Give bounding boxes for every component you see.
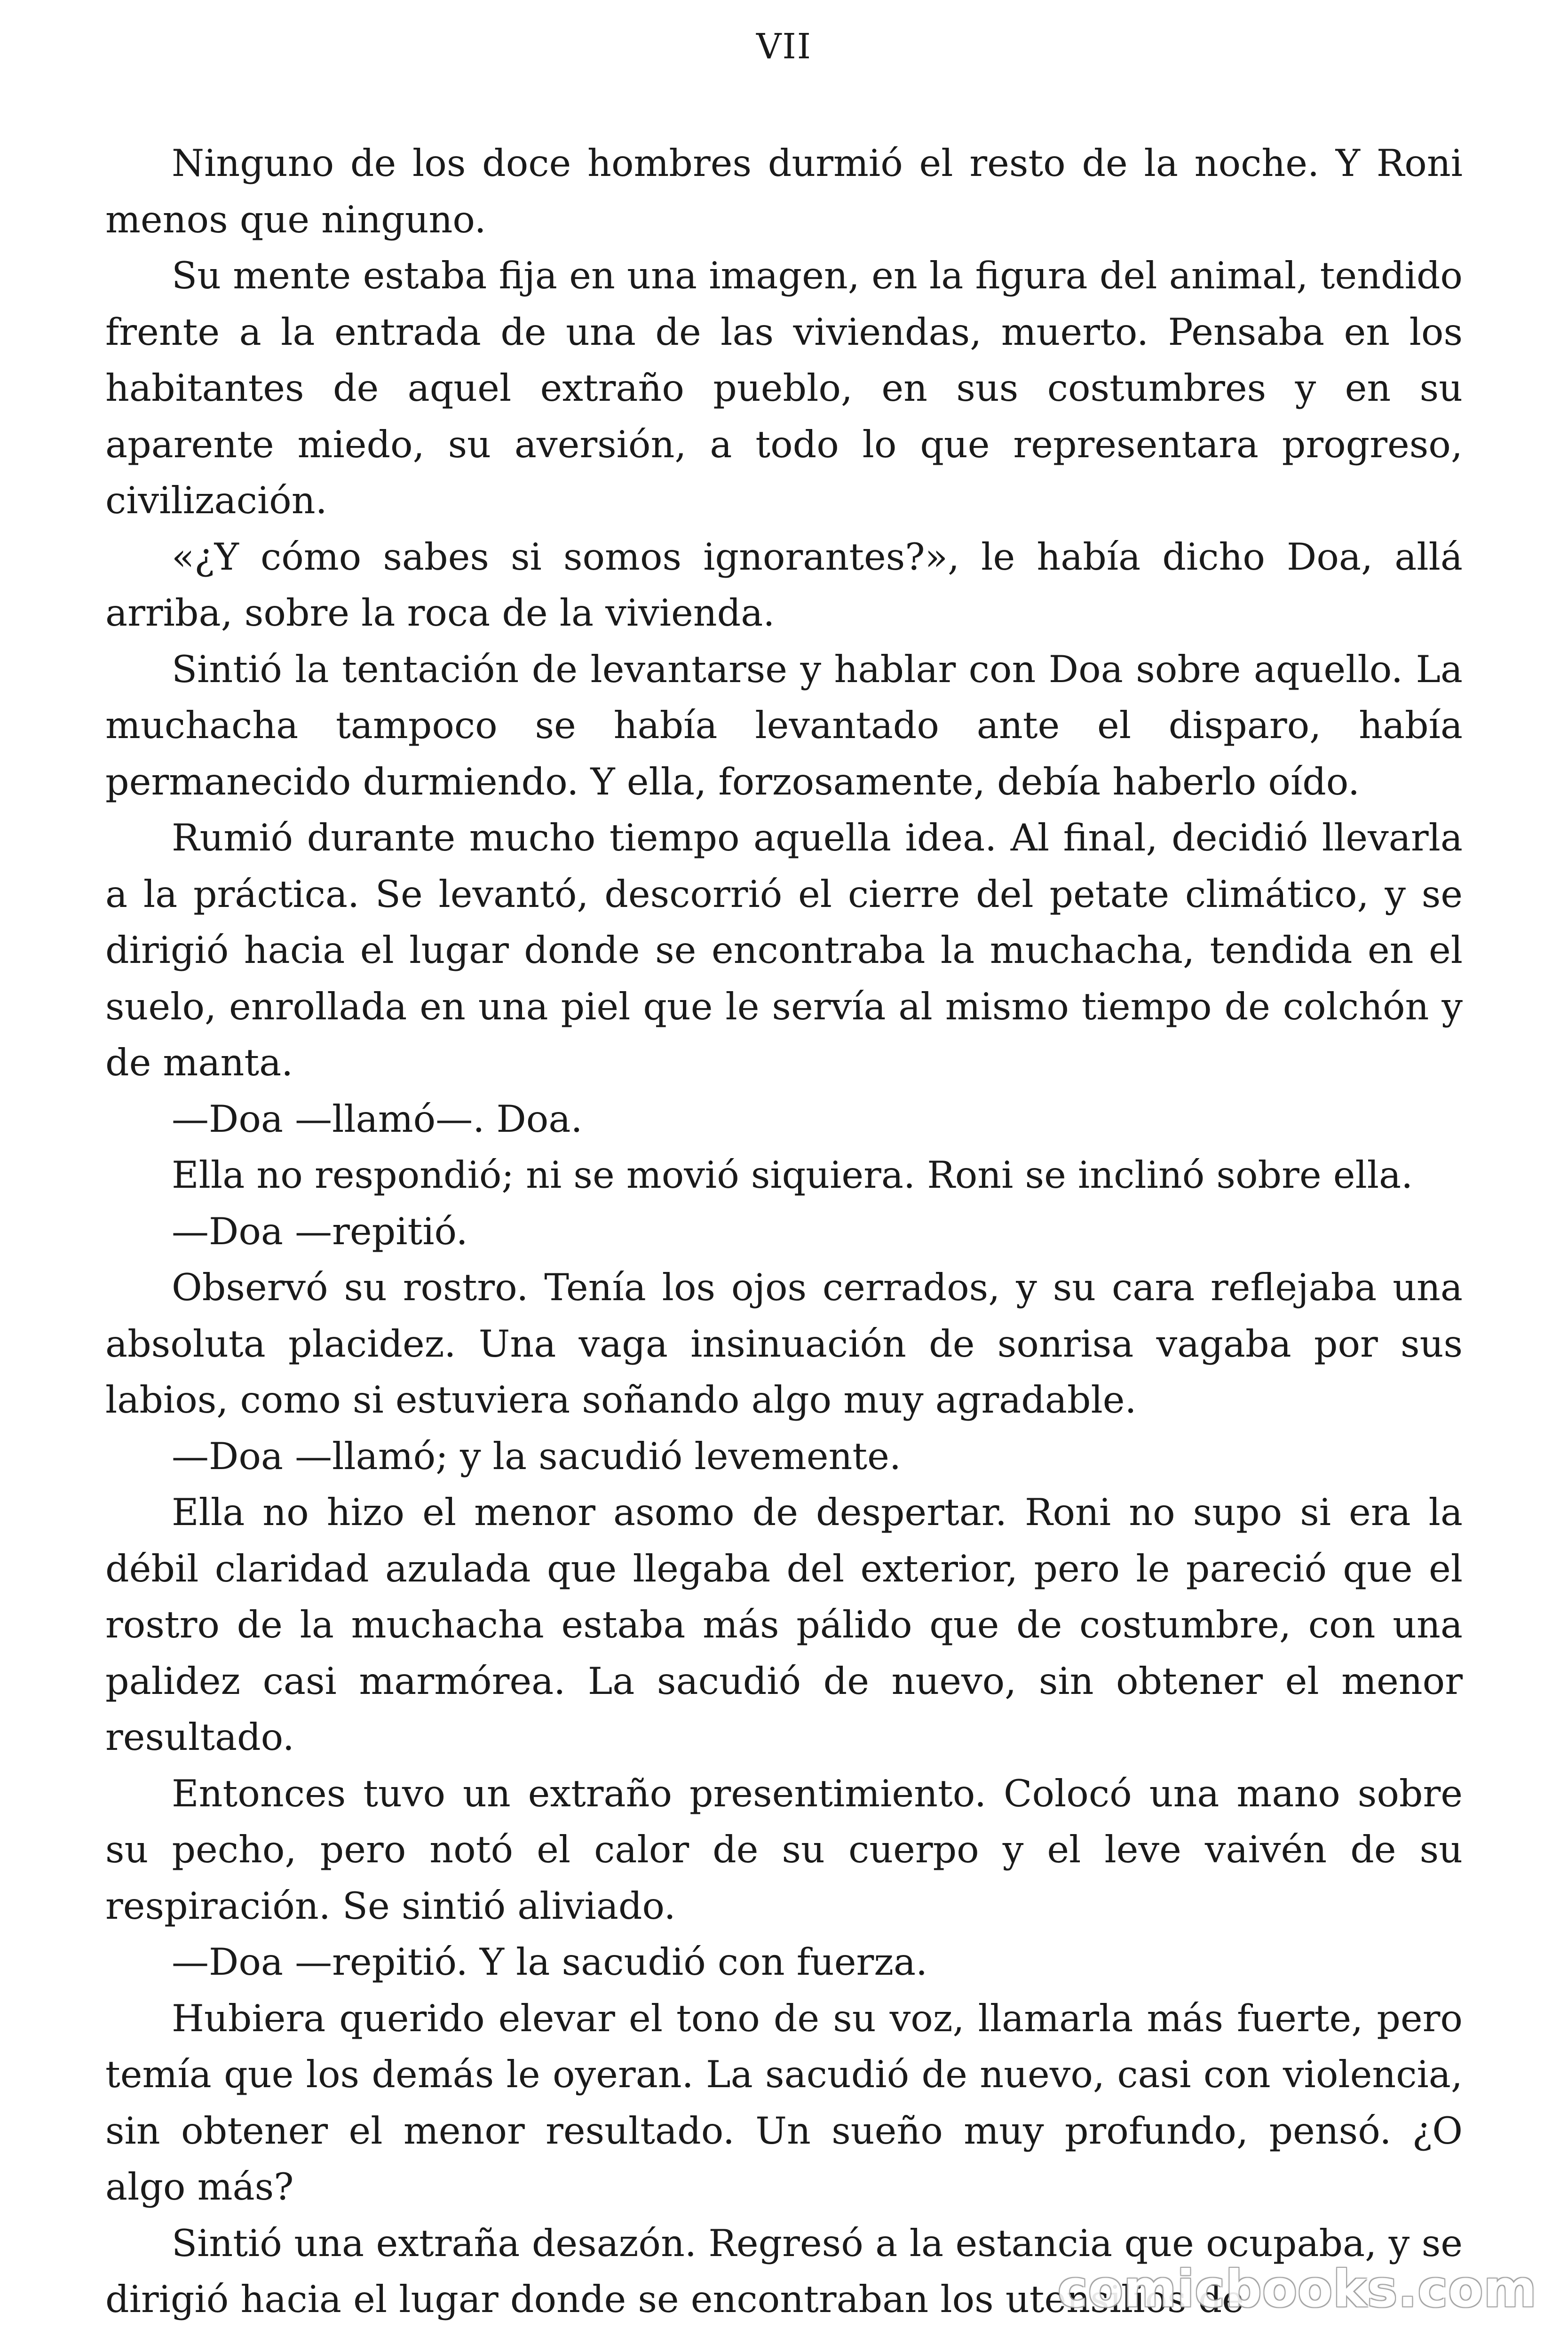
paragraph: —Doa —repitió.: [172, 1209, 468, 1253]
paragraph: —Doa —llamó; y la sacudió levemente.: [172, 1434, 901, 1478]
paragraph: Ella no respondió; ni se movió siquiera. Roni se inclinó sobre ella.: [172, 1153, 1413, 1197]
watermark: comicbooks.com: [1057, 2260, 1537, 2319]
paragraph: —Doa —repitió. Y la sacudió con fuerza.: [172, 1940, 928, 1984]
paragraph: Observó su rostro. Tenía los ojos cerrados, y su cara reflejaba una absoluta placidez. Una vaga insinuación de sonrisa vagaba por sus labios, como si estuviera soñando algo muy agradable.: [105, 1266, 1463, 1422]
paragraph: Hubiera querido elevar el tono de su voz, llamarla más fuerte, pero temía que los demás le oyeran. La sacudió de nuevo, casi con violencia, sin obtener el menor resultado. Un sueño muy profundo, pensó. ¿O algo más?: [105, 1996, 1463, 2209]
chapter-heading: VII: [756, 26, 812, 67]
body-text: [105, 135, 1463, 2328]
paragraph: «¿Y cómo sabes si somos ignorantes?», le había dicho Doa, allá arriba, sobre la roca de la vivienda.: [105, 535, 1463, 635]
paragraph: —Doa —llamó—. Doa.: [172, 1097, 583, 1141]
paragraph: Sintió la tentación de levantarse y hablar con Doa sobre aquello. La muchacha tampoco se había levantado ante el disparo, había permanecido durmiendo. Y ella, forzosamente, debía haberlo oído.: [105, 647, 1463, 803]
paragraph: Ella no hizo el menor asomo de despertar. Roni no supo si era la débil claridad azulada que llegaba del exterior, pero le pareció que el rostro de la muchacha estaba más pálido que de costumbre, con una palidez casi marmórea. La sacudió de nuevo, sin obtener el menor resultado.: [105, 1491, 1463, 1759]
paragraph: Sintió una extraña desazón. Regresó a la estancia que ocupaba, y se dirigió hacia el lugar donde se encontraban los utensilios de: [105, 2221, 1463, 2321]
paragraph: Entonces tuvo un extraño presentimiento. Colocó una mano sobre su pecho, pero notó el calor de su cuerpo y el leve vaivén de su respiración. Se sintió aliviado.: [105, 1772, 1463, 1928]
paragraph: Ninguno de los doce hombres durmió el resto de la noche. Y Roni menos que ninguno.: [105, 142, 1463, 241]
paragraph: Su mente estaba fija en una imagen, en la figura del animal, tendido frente a la entrada de una de las viviendas, muerto. Pensaba en los habitantes de aquel extraño pueblo, en sus costumbres y en su aparente miedo, su aversión, a todo lo que representara progreso, civilización.: [105, 254, 1463, 522]
paragraph: Rumió durante mucho tiempo aquella idea. Al final, decidió llevarla a la práctica. Se levantó, descorrió el cierre del petate climático, y se dirigió hacia el lugar donde se encontraba la muchacha, tendida en el suelo, enrollada en una piel que le servía al mismo tiempo de colchón y de manta.: [105, 816, 1463, 1084]
